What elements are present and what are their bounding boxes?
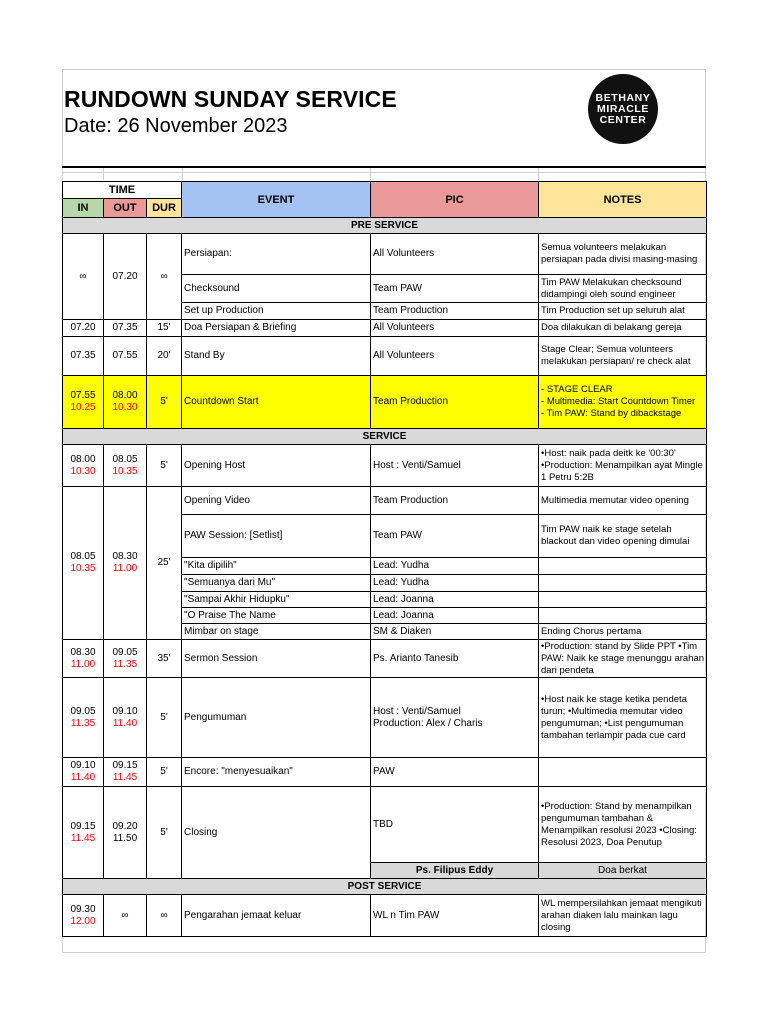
time-in — [63, 787, 104, 879]
time-out: 07.35 — [104, 320, 147, 337]
notes-cell — [539, 758, 707, 787]
time-out-second: 11.40 — [112, 717, 138, 729]
rundown-table — [62, 181, 707, 937]
duration: 5' — [147, 376, 182, 429]
event-cell: "O Praise The Name — [182, 608, 371, 624]
time-out-second: 11.35 — [112, 658, 138, 670]
notes-header: NOTES — [539, 182, 707, 218]
table-row — [63, 337, 707, 376]
time-out — [104, 445, 147, 487]
pic-cell: Team PAW — [371, 515, 539, 558]
notes-cell: •Host: naik pada deitk ke '00:30' •Production: Menampilkan ayat Mingle 1 Petru 5:2B — [539, 445, 707, 487]
event-cell: Pengumuman — [182, 678, 371, 758]
notes-cell: •Production: Stand by menampilkan pengumuman tambahan & Menampilkan resolusi 2023 •Closing: Resolusi 2023, Doa Penutup — [539, 787, 707, 863]
time-out: 07.20 — [104, 234, 147, 320]
time-out-first: 08.05 — [112, 453, 138, 465]
pic-cell: All Volunteers — [371, 320, 539, 337]
time-in-first: 09.15 — [70, 820, 96, 832]
logo-line-3: CENTER — [599, 113, 647, 126]
event-cell: Stand By — [182, 337, 371, 376]
notes-cell: Tim Production set up seluruh alat — [539, 303, 707, 320]
pic-cell: Team Production — [371, 487, 539, 515]
event-cell: Closing — [182, 787, 371, 879]
grid-line — [538, 168, 539, 180]
time-in-first: 08.30 — [70, 646, 96, 658]
pic-cell: Ps. Arianto Tanesib — [371, 640, 539, 678]
header-divider — [62, 166, 706, 168]
notes-cell: Tim PAW Melakukan checksound didampingi oleh sound engineer — [539, 275, 707, 303]
pic-cell: Lead: Joanna — [371, 608, 539, 624]
time-in-first: 07.55 — [70, 390, 96, 401]
notes-cell: Stage Clear; Semua volunteers melakukan persiapan/ re check alat — [539, 337, 707, 376]
pic-cell: All Volunteers — [371, 234, 539, 275]
time-out: ∞ — [104, 895, 147, 937]
logo-line-2: MIRACLE — [596, 102, 650, 115]
time-in-second: 12.00 — [70, 915, 96, 927]
pic-cell: WL n Tim PAW — [371, 895, 539, 937]
notes-cell: Ending Chorus pertama — [539, 624, 707, 640]
pic-cell: SM & Diaken — [371, 624, 539, 640]
table-row — [63, 445, 707, 487]
time-out-second: 10.35 — [112, 465, 138, 477]
notes-cell: •Host naik ke stage ketika pendeta turun; •Multimedia memutar video pengumuman; •List pengumuman tambahan terlampir pada cue card — [539, 678, 707, 758]
time-out-first: 08.00 — [112, 390, 138, 401]
duration: 25' — [147, 487, 182, 640]
pic-line: Host : Venti/Samuel — [373, 705, 461, 717]
time-out-first: 09.20 — [112, 820, 138, 832]
event-cell: Countdown Start — [182, 376, 371, 429]
duration: 5' — [147, 758, 182, 787]
table-row-highlighted — [63, 376, 707, 429]
dur-header: DUR — [147, 199, 182, 218]
time-in — [63, 487, 104, 640]
notes-cell — [539, 376, 707, 429]
table-row — [63, 234, 707, 275]
grid-line — [62, 172, 706, 173]
section-post-service: POST SERVICE — [63, 879, 707, 895]
rundown-sheet — [62, 69, 706, 953]
pic-cell: Team Production — [371, 303, 539, 320]
time-in — [63, 445, 104, 487]
time-out-second: 11.45 — [112, 772, 138, 783]
pic-cell: TBD — [371, 787, 539, 863]
table-row — [63, 787, 707, 863]
time-out-first: 09.15 — [112, 760, 138, 771]
notes-cell — [539, 592, 707, 608]
event-cell: Checksound — [182, 275, 371, 303]
time-in — [63, 640, 104, 678]
time-in-first: 08.05 — [70, 551, 96, 562]
notes-cell — [539, 575, 707, 592]
event-cell: Persiapan: — [182, 234, 371, 275]
logo-line-1: BETHANY — [595, 91, 651, 104]
pic-cell: All Volunteers — [371, 337, 539, 376]
event-cell: Sermon Session — [182, 640, 371, 678]
event-cell: "Sampai Akhir Hidupku" — [182, 592, 371, 608]
time-in-second: 11.40 — [70, 772, 96, 783]
table-row — [63, 678, 707, 758]
time-in — [63, 758, 104, 787]
document-date: Date: 26 November 2023 — [64, 115, 288, 137]
notes-sub-cell: Doa berkat — [539, 863, 707, 879]
pic-cell: Lead: Joanna — [371, 592, 539, 608]
event-cell: Mimbar on stage — [182, 624, 371, 640]
event-cell: "Semuanya dari Mu" — [182, 575, 371, 592]
time-in-first: 08.00 — [70, 453, 96, 465]
pic-cell: Team PAW — [371, 275, 539, 303]
notes-cell: Semua volunteers melakukan persiapan pada divisi masing-masing — [539, 234, 707, 275]
pic-cell — [371, 678, 539, 758]
event-cell: Opening Host — [182, 445, 371, 487]
time-out-first: 09.05 — [112, 646, 138, 658]
notes-cell: WL mempersilahkan jemaat mengikuti arahan diaken lalu mainkan lagu closing — [539, 895, 707, 937]
time-in-first: 09.05 — [70, 705, 96, 717]
duration: 20' — [147, 337, 182, 376]
time-in-second: 10.25 — [70, 402, 96, 413]
event-cell: Doa Persiapan & Briefing — [182, 320, 371, 337]
grid-line — [370, 168, 371, 180]
event-cell: Encore: "menyesuaikan" — [182, 758, 371, 787]
pic-cell: Host : Venti/Samuel — [371, 445, 539, 487]
pic-cell: PAW — [371, 758, 539, 787]
section-pre-service: PRE SERVICE — [63, 218, 707, 234]
time-out-second: 11.00 — [112, 563, 138, 574]
time-in-second: 11.45 — [70, 832, 96, 844]
time-in — [63, 895, 104, 937]
notes-cell: Multimedia memutar video opening — [539, 487, 707, 515]
duration: 35' — [147, 640, 182, 678]
time-in: 07.20 — [63, 320, 104, 337]
event-cell: PAW Session: [Setlist] — [182, 515, 371, 558]
time-out — [104, 487, 147, 640]
time-out-first: 09.10 — [112, 705, 138, 717]
time-out — [104, 376, 147, 429]
grid-line — [182, 168, 183, 180]
notes-cell: Doa dilakukan di belakang gereja — [539, 320, 707, 337]
notes-cell — [539, 608, 707, 624]
note-line: - Tim PAW: Stand by dibackstage — [541, 408, 682, 419]
pic-cell: Lead: Yudha — [371, 575, 539, 592]
duration: 5' — [147, 787, 182, 879]
time-in-first: 09.10 — [70, 760, 96, 771]
church-logo — [588, 74, 658, 144]
duration: 5' — [147, 445, 182, 487]
pic-sub-cell: Ps. Filipus Eddy — [371, 863, 539, 879]
table-row — [63, 758, 707, 787]
time-out — [104, 787, 147, 879]
note-line: - Multimedia: Start Countdown Timer — [541, 396, 696, 407]
time-out-first: 08.30 — [112, 551, 138, 562]
time-out — [104, 758, 147, 787]
duration: ∞ — [147, 895, 182, 937]
table-row — [63, 640, 707, 678]
document-title: RUNDOWN SUNDAY SERVICE — [64, 86, 397, 112]
table-row — [63, 320, 707, 337]
time-in — [63, 376, 104, 429]
event-header: EVENT — [182, 182, 371, 218]
notes-cell: •Production: stand by Slide PPT •Tim PAW: Naik ke stage menunggu arahan dari pendeta — [539, 640, 707, 678]
event-cell: Opening Video — [182, 487, 371, 515]
time-in-second: 10.30 — [70, 465, 96, 477]
pic-cell: Team Production — [371, 376, 539, 429]
notes-cell: Tim PAW naik ke stage setelah blackout dan video opening dimulai — [539, 515, 707, 558]
time-in-second: 11.35 — [70, 717, 96, 729]
event-cell: Pengarahan jemaat keluar — [182, 895, 371, 937]
header-row — [63, 182, 707, 199]
table-row — [63, 895, 707, 937]
duration: 5' — [147, 678, 182, 758]
time-out: 07.55 — [104, 337, 147, 376]
time-out-second: 11.50 — [112, 832, 138, 844]
event-cell: Set up Production — [182, 303, 371, 320]
in-header: IN — [63, 199, 104, 218]
notes-cell — [539, 558, 707, 575]
time-header: TIME — [63, 182, 182, 199]
section-service: SERVICE — [63, 429, 707, 445]
time-out-second: 10.30 — [112, 402, 138, 413]
grid-line — [103, 168, 104, 180]
time-in: ∞ — [63, 234, 104, 320]
event-cell: "Kita dipilih" — [182, 558, 371, 575]
time-in — [63, 678, 104, 758]
pic-line: Production: Alex / Charis — [373, 717, 483, 729]
time-in-first: 09.30 — [70, 903, 96, 915]
time-out — [104, 678, 147, 758]
time-in-second: 11.00 — [70, 658, 96, 670]
duration: 15' — [147, 320, 182, 337]
out-header: OUT — [104, 199, 147, 218]
duration: ∞ — [147, 234, 182, 320]
note-line: - STAGE CLEAR — [541, 384, 613, 395]
time-out — [104, 640, 147, 678]
time-in: 07.35 — [63, 337, 104, 376]
table-row — [63, 487, 707, 515]
pic-cell: Lead: Yudha — [371, 558, 539, 575]
pic-header: PIC — [371, 182, 539, 218]
time-in-second: 10.35 — [70, 563, 96, 574]
